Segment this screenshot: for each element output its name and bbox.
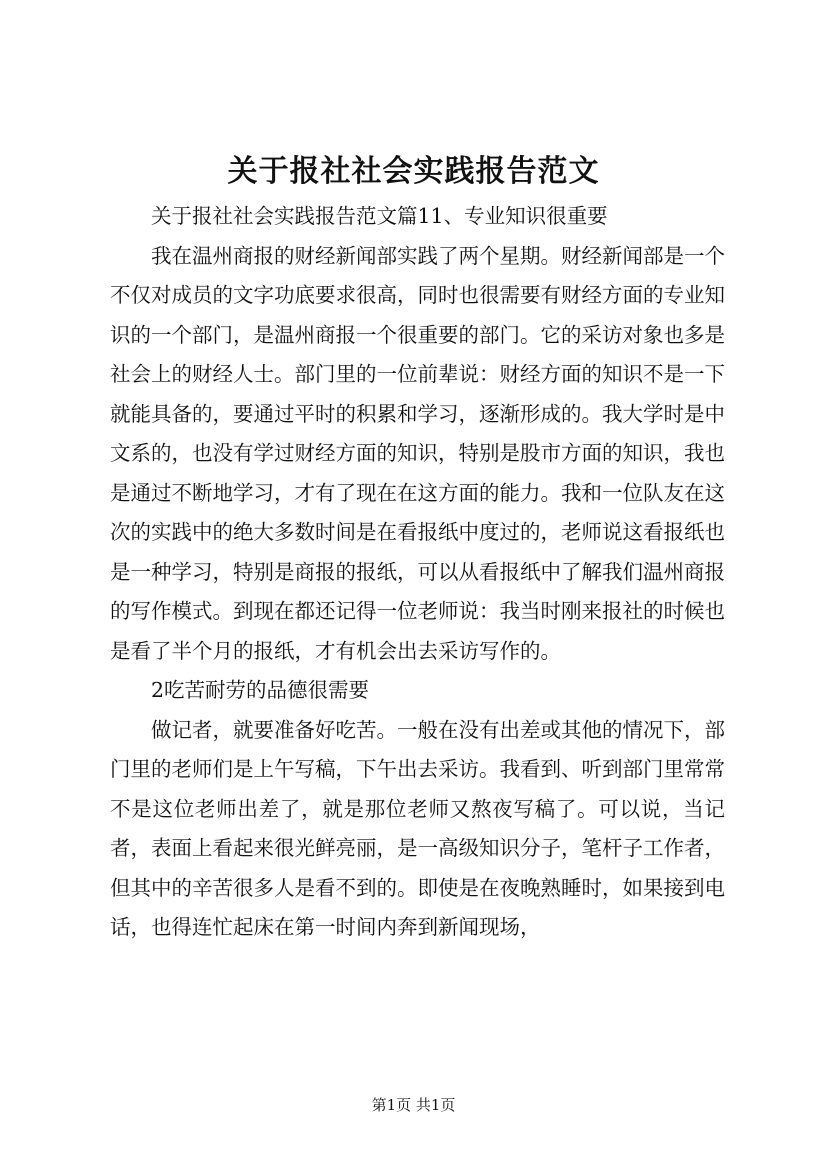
section-heading-1: 关于报社社会实践报告范文篇11、专业知识很重要 (151, 204, 608, 228)
document-title: 关于报社社会实践报告范文 (227, 154, 600, 189)
paragraph-2: 做记者，就要准备好吃苦。一般在没有出差或其他的情况下，部门里的老师们是上午写稿，下午出去采访。我看到、听到部门里常常不是这位老师出差了，就是那位老师又熬夜写稿了。可以说，当记者，表面上看起来很光鲜亮丽，是一高级知识分子，笔杆子工作者，但其中的辛苦很多人是看不到的。即使是在夜晚熟睡时，如果接到电话，也得连忙起床在第一时间内奔到新闻现场， (110, 717, 725, 939)
page-footer: 第1页 共1页 (371, 1096, 456, 1114)
document-body (110, 197, 725, 948)
section-heading-2: 2吃苦耐劳的品德很需要 (151, 678, 370, 702)
paragraph-1: 我在温州商报的财经新闻部实践了两个星期。财经新闻部是一个不仅对成员的文字功底要求很高，同时也很需要有财经方面的专业知识的一个部门，是温州商报一个很重要的部门。它的采访对象也多是社会上的财经人士。部门里的一位前辈说：财经方面的知识不是一下就能具备的，要通过平时的积累和学习，逐渐形成的。我大学时是中文系的，也没有学过财经方面的知识，特别是股市方面的知识，我也是通过不断地学习，才有了现在在这方面的能力。我和一位队友在这次的实践中的绝大多数时间是在看报纸中度过的，老师说这看报纸也是一种学习，特别是商报的报纸，可以从看报纸中了解我们温州商报的写作模式。到现在都还记得一位老师说：我当时刚来报社的时候也是看了半个月的报纸，才有机会出去采访写作的。 (110, 243, 725, 663)
